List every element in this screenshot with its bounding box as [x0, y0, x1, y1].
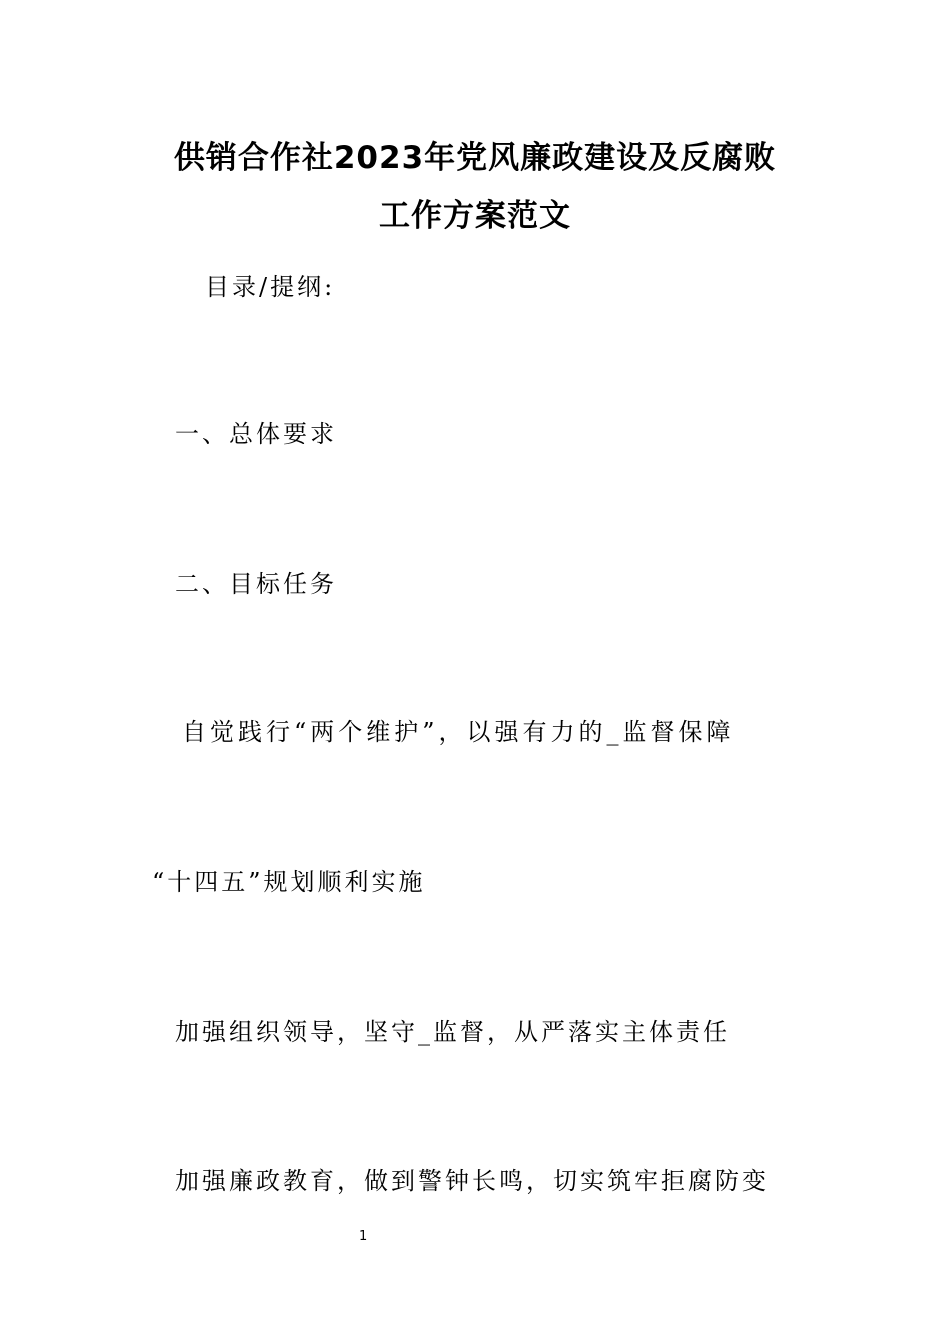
- outline-item-line: “十四五”规划顺利实施: [152, 868, 426, 896]
- toc-label: 目录/提纲:: [205, 273, 336, 301]
- outline-item-line: 加强组织领导，坚守_监督，从严落实主体责任: [175, 1018, 730, 1046]
- document-title-line-2: 工作方案范文: [379, 198, 571, 234]
- section-heading-general-requirements: 一、总体要求: [175, 420, 337, 448]
- document-title-line-1: 供销合作社2023年党风廉政建设及反腐败: [173, 140, 777, 176]
- page-number: 1: [359, 1229, 368, 1244]
- outline-item-line: 加强廉政教育，做到警钟长鸣，切实筑牢拒腐防变: [175, 1167, 769, 1195]
- outline-item-line: 自觉践行“两个维护”，以强有力的_监督保障: [182, 718, 735, 746]
- section-heading-goals-tasks: 二、目标任务: [175, 570, 337, 598]
